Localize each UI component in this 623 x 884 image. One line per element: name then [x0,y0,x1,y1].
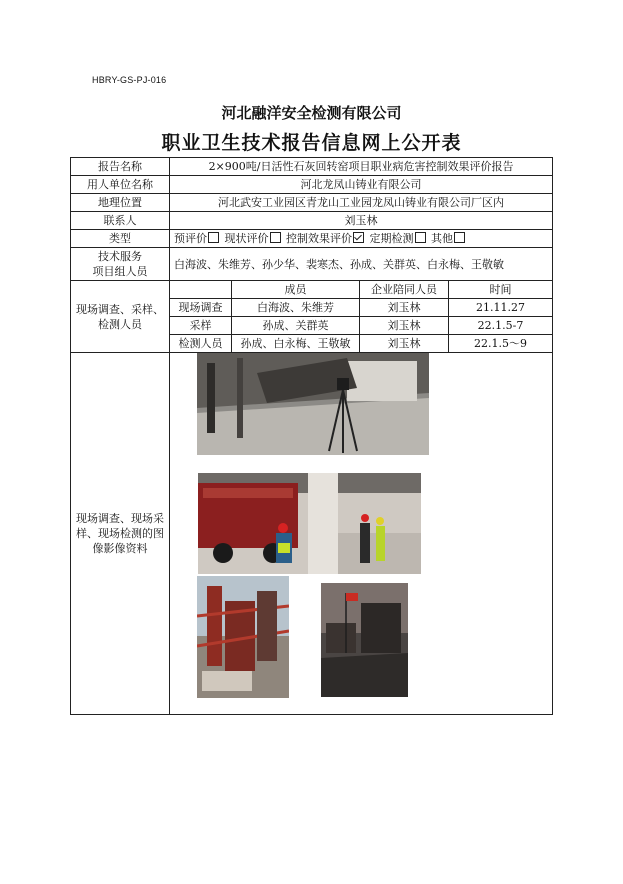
row-location [71,194,553,212]
field-members: 孙成、关群英 [232,317,360,335]
photo-dusk-yard [321,583,408,697]
field-members: 白海波、朱维芳 [232,299,360,317]
row-type [71,230,553,248]
field-escort: 刘玉林 [360,299,449,317]
photo-industrial-structure [197,576,289,698]
type-option-status-eval: 现状评价 [225,232,283,245]
employer-value: 河北龙凤山铸业有限公司 [170,176,553,194]
field-role: 采样 [170,317,232,335]
team-label-line2: 项目组人员 [92,265,148,278]
field-header-blank [170,281,232,299]
field-header-escort: 企业陪同人员 [360,281,449,299]
type-options [170,230,553,248]
field-date: 21.11.27 [449,299,553,317]
row-team [71,248,553,281]
field-escort: 刘玉林 [360,335,449,353]
photos-cell [170,353,553,715]
document-title: 职业卫生技术报告信息网上公开表 [161,132,462,154]
field-escort: 刘玉林 [360,317,449,335]
periodic-checkbox [415,232,426,243]
type-option-pre-eval: 预评价 [174,232,221,245]
team-label [71,248,170,281]
contact-value: 刘玉林 [170,212,553,230]
field-date: 22.1.5-7 [449,317,553,335]
field-date: 22.1.5～9 [449,335,553,353]
field-staff-label: 现场调查、采样、检测人员 [71,281,170,353]
employer-label: 用人单位名称 [71,176,170,194]
row-report-name [71,158,553,176]
report-name-value: 2×900吨/日活性石灰回转窑项目职业病危害控制效果评价报告 [170,158,553,176]
photo-kiln-interior [197,353,429,455]
type-label: 类型 [71,230,170,248]
type-option-control-eval: 控制效果评价 [286,232,366,245]
pre-eval-checkbox [208,232,219,243]
photos-label: 现场调查、现场采样、现场检测的图像影像资料 [71,353,170,715]
field-members: 孙成、白永梅、王敬敏 [232,335,360,353]
row-photos [71,353,553,715]
disclosure-table [70,157,553,715]
control-eval-checkbox [353,232,364,243]
company-name: 河北融洋安全检测有限公司 [221,104,402,122]
status-eval-checkbox [270,232,281,243]
document-code: HBRY-GS-PJ-016 [92,75,167,85]
photo-truck-workers [198,473,421,574]
contact-label: 联系人 [71,212,170,230]
field-header-date: 时间 [449,281,553,299]
report-name-label: 报告名称 [71,158,170,176]
location-label: 地理位置 [71,194,170,212]
type-option-periodic: 定期检测 [370,232,428,245]
row-contact [71,212,553,230]
team-members: 白海波、朱维芳、孙少华、裴寒杰、孙成、关群英、白永梅、王敬敏 [170,248,553,281]
team-label-line1: 技术服务 [98,250,142,263]
field-header-row [71,281,553,299]
field-header-members: 成员 [232,281,360,299]
field-role: 检测人员 [170,335,232,353]
field-role: 现场调查 [170,299,232,317]
other-checkbox [454,232,465,243]
location-value: 河北武安工业园区青龙山工业园龙凤山铸业有限公司厂区内 [170,194,553,212]
type-option-other: 其他 [431,232,467,245]
row-employer [71,176,553,194]
